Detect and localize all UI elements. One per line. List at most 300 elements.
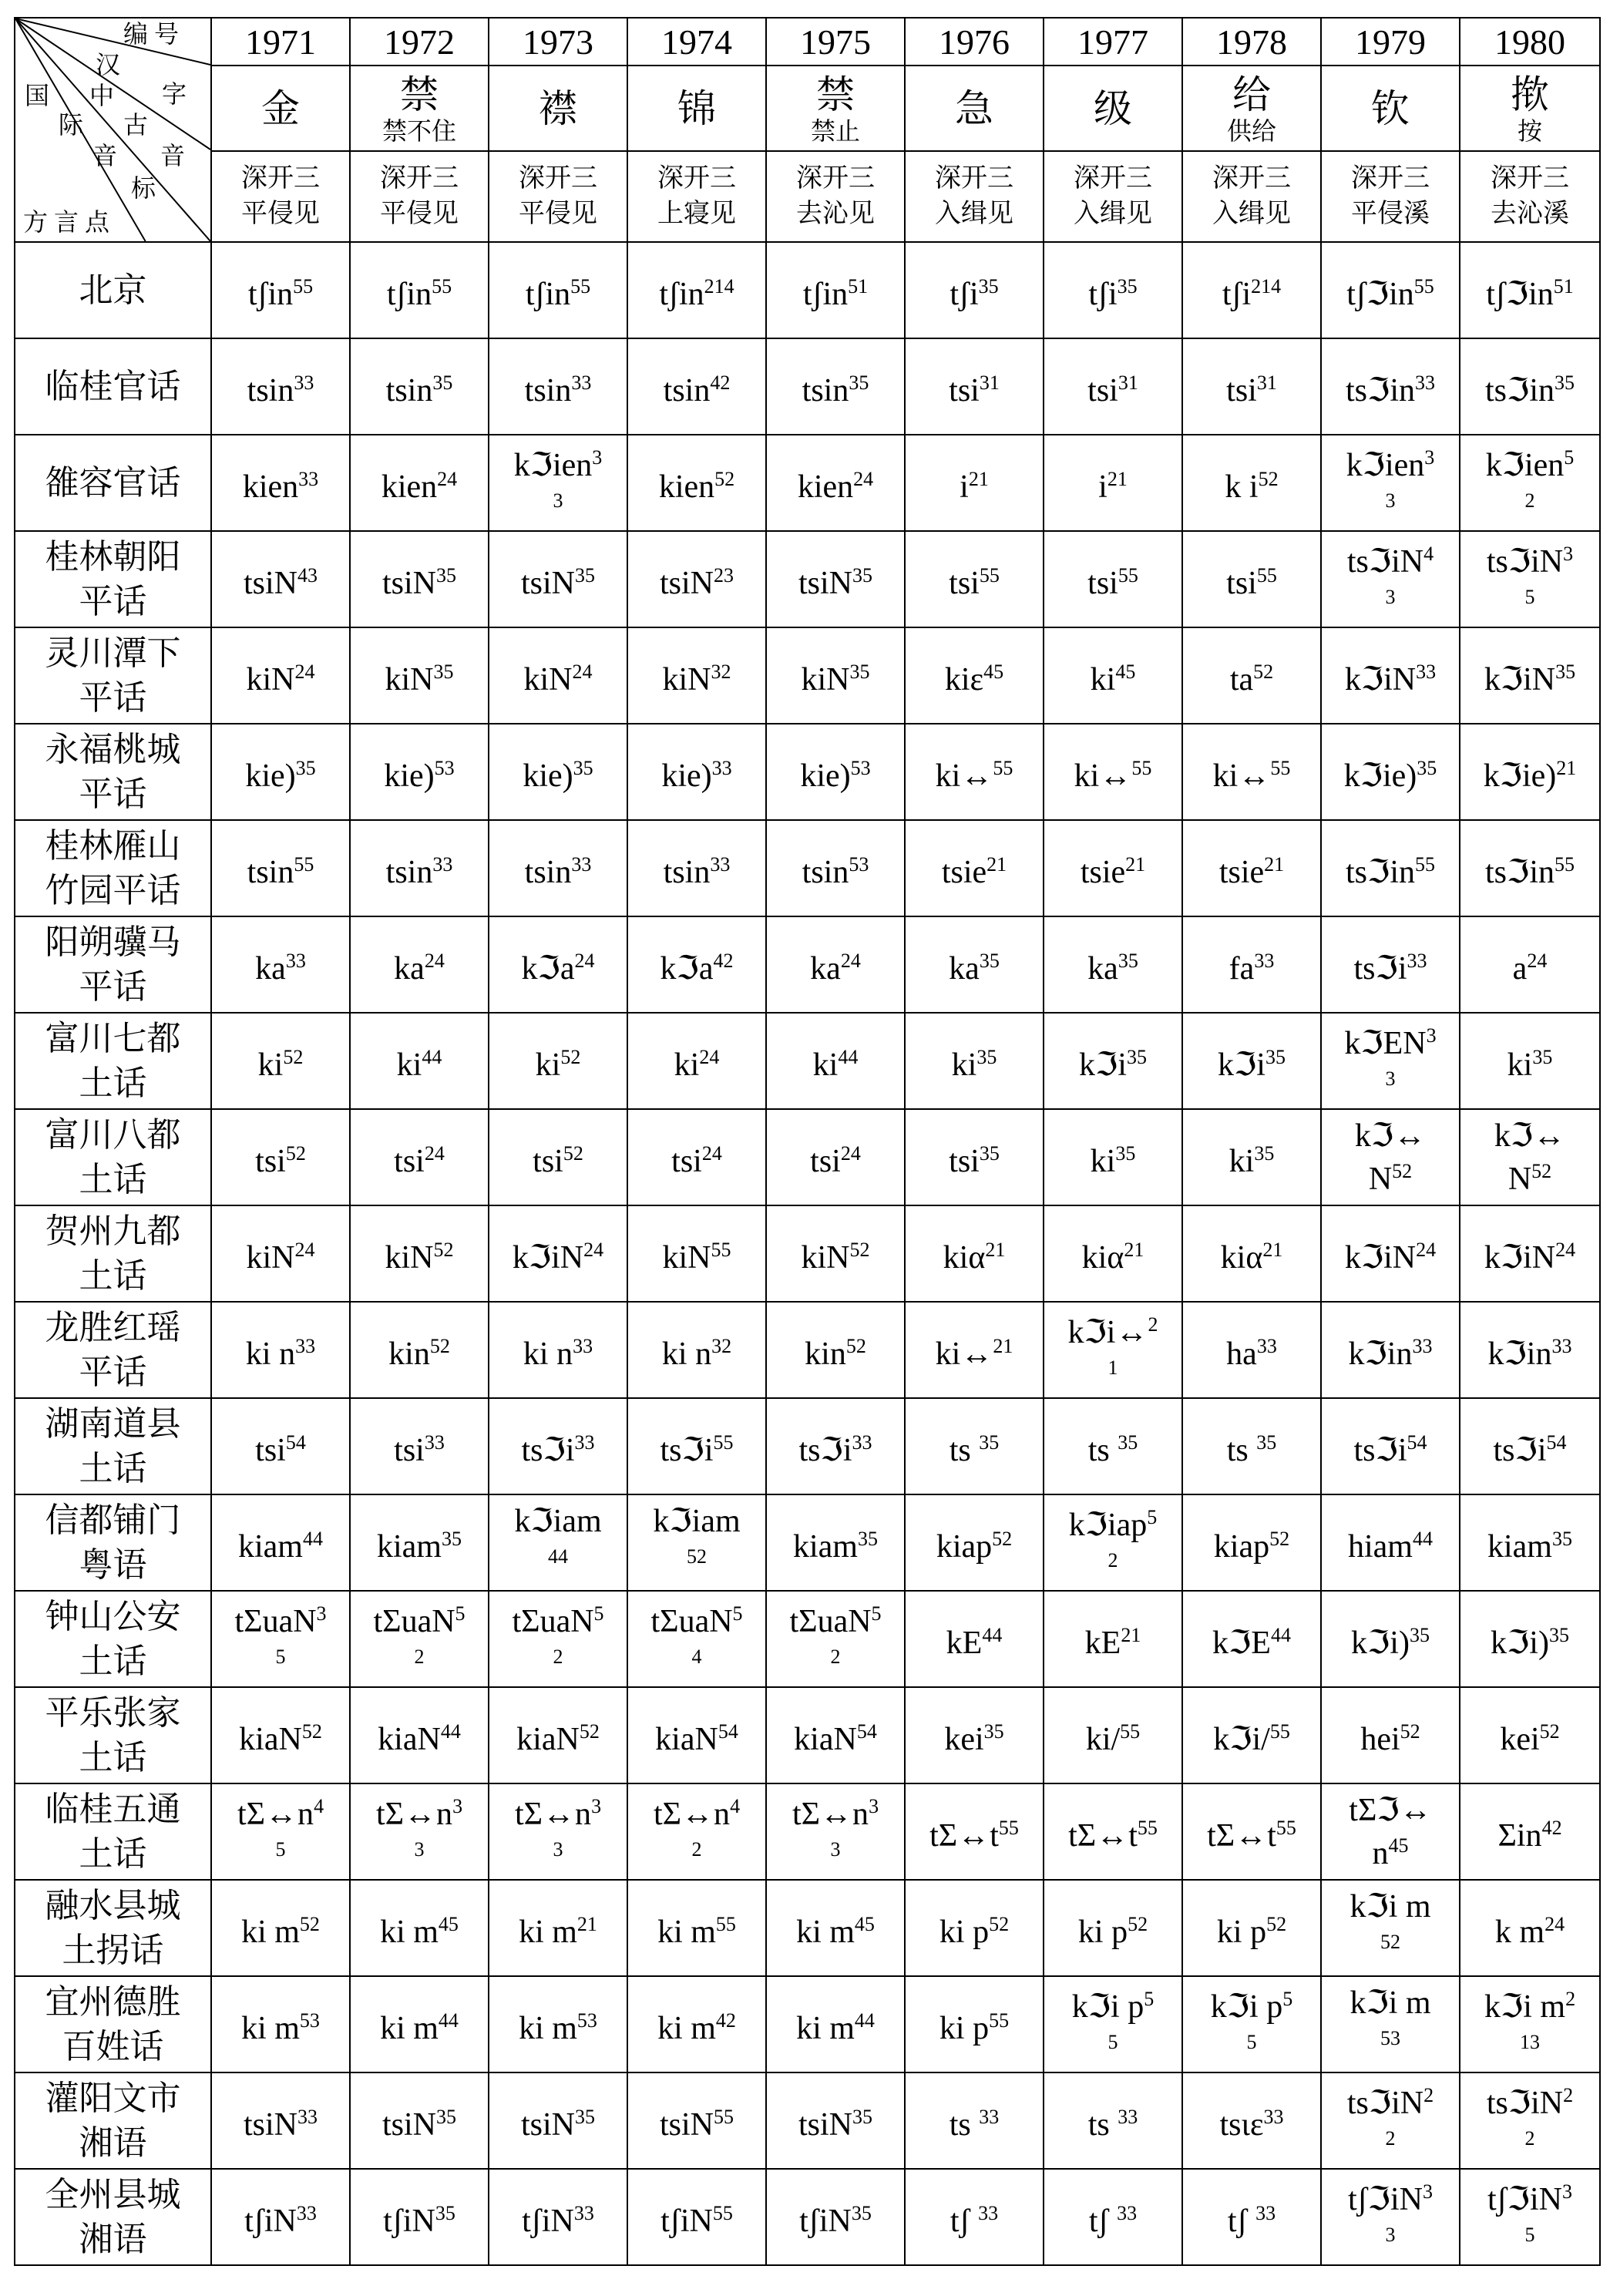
tone-value: 45 — [854, 1912, 875, 1935]
transcription-text: kℑ↔ N — [1494, 1118, 1566, 1197]
tone-value: 24 — [840, 949, 861, 972]
transcription-text: kiaN — [239, 1721, 302, 1757]
character-gloss: 供给 — [1226, 116, 1276, 145]
transcription-cell — [211, 724, 350, 820]
transcription-cell — [1321, 435, 1460, 531]
transcription-cell — [905, 1880, 1044, 1976]
transcription-text: tsi — [394, 1143, 425, 1179]
transcription-text: kiN — [662, 661, 711, 698]
dialect-location: 阳朔骥马 平话 — [15, 916, 211, 1013]
transcription-text: ki — [1507, 1047, 1533, 1083]
tone-value: 4 2 — [691, 1794, 741, 1861]
transcription-text: hiam — [1348, 1528, 1413, 1565]
transcription-cell — [627, 338, 766, 435]
transcription-text: tsi — [949, 372, 980, 408]
transcription-text: ki — [257, 1047, 284, 1083]
dialect-location: 信都铺门 粤语 — [15, 1494, 211, 1591]
tone-value: 42 — [713, 949, 734, 972]
transcription-text: kℑiN — [1344, 661, 1417, 698]
category-line-1: 深开三 — [1212, 164, 1291, 193]
transcription-cell — [211, 1976, 350, 2072]
column-number: 1977 — [1044, 18, 1182, 66]
transcription-text: tsi — [1087, 565, 1118, 601]
tone-value: 35 — [857, 1527, 878, 1550]
transcription-cell — [1321, 1591, 1460, 1687]
tone-value: 35 — [1256, 1430, 1277, 1454]
transcription-cell — [627, 2072, 766, 2169]
tone-value: 33 — [1254, 949, 1275, 972]
transcription-text: tʃℑiN — [1348, 2181, 1423, 2217]
transcription-text: tΣ↔t — [929, 1817, 999, 1854]
transcription-text: tsi — [949, 1143, 980, 1179]
tone-value: 21 — [987, 852, 1007, 876]
transcription-cell — [350, 435, 489, 531]
transcription-cell — [905, 916, 1044, 1013]
corner-label-number: 编 号 — [123, 20, 180, 48]
character-gloss: 按 — [1517, 116, 1542, 145]
transcription-text: tΣ↔n — [237, 1796, 314, 1832]
transcription-cell — [905, 242, 1044, 338]
tone-value: 33 — [1414, 371, 1435, 394]
tone-value: 52 — [1258, 467, 1279, 490]
tone-value: 52 — [1539, 1719, 1560, 1743]
category-line-1: 深开三 — [657, 164, 736, 193]
transcription-text: kie) — [384, 758, 435, 794]
tone-value: 35 — [979, 949, 1000, 972]
transcription-text: tsie — [941, 854, 987, 890]
category-line-2: 去沁见 — [796, 200, 875, 229]
tone-value: 24 — [1555, 1238, 1576, 1261]
transcription-text: kie) — [523, 758, 573, 794]
tone-value: 55 — [712, 2201, 733, 2224]
column-category — [766, 151, 905, 242]
transcription-text: tsiN — [659, 565, 714, 601]
transcription-text: ka — [394, 950, 425, 987]
tone-value: 35 — [1409, 1623, 1430, 1646]
transcription-text: tsi — [255, 1432, 286, 1468]
transcription-cell — [905, 1976, 1044, 2072]
character-glyph: 锦 — [677, 86, 716, 130]
tone-value: 55 — [714, 2105, 734, 2128]
transcription-text: tsℑiN — [1346, 2085, 1424, 2121]
transcription-text: tsi — [255, 1143, 286, 1179]
corner-label-ji: 际 — [59, 111, 84, 139]
transcription-text: tsi — [1226, 372, 1257, 408]
transcription-text: tsiN — [381, 565, 436, 601]
corner-label-dialect: 方 言 点 — [23, 208, 110, 236]
transcription-text: tsiN — [520, 2106, 575, 2143]
transcription-cell — [1182, 1013, 1321, 1109]
transcription-cell — [211, 531, 350, 627]
column-category — [1044, 151, 1182, 242]
transcription-text: ki m — [657, 2010, 716, 2046]
tone-value: 33 — [979, 2105, 1000, 2128]
column-category — [350, 151, 489, 242]
transcription-cell — [489, 627, 627, 724]
transcription-cell — [1044, 1398, 1182, 1494]
transcription-cell — [489, 1398, 627, 1494]
transcription-text: kiaN — [516, 1721, 580, 1757]
transcription-cell — [1321, 1013, 1460, 1109]
transcription-cell — [489, 338, 627, 435]
tone-value: 24 — [840, 1141, 861, 1165]
column-character — [627, 66, 766, 151]
transcription-text: ka — [949, 950, 980, 987]
column-character — [1182, 66, 1321, 151]
tone-value: 52 — [1392, 1159, 1413, 1182]
column-number: 1976 — [905, 18, 1044, 66]
transcription-text: ki — [674, 1047, 700, 1083]
transcription-cell — [1044, 2169, 1182, 2265]
transcription-cell — [350, 242, 489, 338]
tone-value: 3 5 — [1524, 2180, 1572, 2246]
transcription-text: tʃiN — [799, 2203, 852, 2239]
column-number: 1974 — [627, 18, 766, 66]
transcription-cell — [766, 2169, 905, 2265]
transcription-text: kiα — [1081, 1239, 1124, 1276]
transcription-cell — [905, 1687, 1044, 1783]
tone-value: 35 — [573, 756, 593, 779]
transcription-text: tsin — [524, 372, 572, 408]
transcription-cell — [1460, 820, 1600, 916]
transcription-text: ts — [1087, 2106, 1118, 2143]
corner-label-han: 汉 — [96, 51, 121, 79]
tone-value: 35 — [1532, 1045, 1553, 1068]
transcription-cell — [211, 2169, 350, 2265]
tone-value: 44 — [838, 1045, 859, 1068]
character-glyph: 禁 — [816, 72, 855, 116]
category-line-1: 深开三 — [1074, 164, 1152, 193]
tone-value: 35 — [436, 2105, 456, 2128]
transcription-text: ts — [949, 1432, 980, 1468]
column-character — [1321, 66, 1460, 151]
transcription-text: tʃin — [659, 276, 704, 312]
dialect-location: 临桂官话 — [15, 338, 211, 435]
transcription-cell — [1044, 338, 1182, 435]
transcription-cell — [905, 1591, 1044, 1687]
transcription-cell — [1460, 724, 1600, 820]
character-glyph: 金 — [261, 86, 300, 130]
transcription-text: tsi — [949, 565, 980, 601]
tone-value: 21 — [968, 467, 989, 490]
transcription-cell — [905, 820, 1044, 916]
transcription-cell — [1460, 916, 1600, 1013]
transcription-cell — [627, 531, 766, 627]
transcription-text: kℑien — [513, 447, 593, 483]
transcription-text: kiam — [1487, 1528, 1552, 1565]
tone-value: 52 — [1253, 660, 1274, 683]
transcription-cell — [627, 1687, 766, 1783]
transcription-text: kℑie) — [1343, 758, 1417, 794]
column-category — [489, 151, 627, 242]
transcription-cell — [766, 627, 905, 724]
dialect-location: 北京 — [15, 242, 211, 338]
tone-value: 33 — [852, 1430, 872, 1454]
tone-value: 33 — [710, 852, 731, 876]
table-row — [15, 820, 1600, 916]
tone-value: 33 — [297, 2105, 318, 2128]
transcription-text: tsℑin — [1485, 372, 1555, 408]
transcription-cell — [1460, 1398, 1600, 1494]
tone-value: 24 — [574, 949, 595, 972]
transcription-cell — [905, 1398, 1044, 1494]
transcription-cell — [489, 916, 627, 1013]
transcription-cell — [1182, 1783, 1321, 1880]
transcription-text: tsi — [1226, 565, 1257, 601]
tone-value: 33 — [1412, 1334, 1433, 1357]
transcription-cell — [1182, 2169, 1321, 2265]
character-gloss: 禁止 — [810, 116, 860, 145]
transcription-text: ki p — [1077, 1914, 1128, 1950]
transcription-text: tʃiN — [244, 2203, 297, 2239]
header-corner-cell — [15, 18, 211, 242]
transcription-text: kiap — [1213, 1528, 1270, 1565]
transcription-text: kin — [388, 1336, 430, 1372]
column-character — [350, 66, 489, 151]
column-number: 1980 — [1460, 18, 1600, 66]
tone-value: 52 — [429, 1334, 450, 1357]
column-number: 1973 — [489, 18, 627, 66]
transcription-cell — [489, 1302, 627, 1398]
transcription-text: tsℑin — [1485, 854, 1555, 890]
transcription-cell — [766, 1591, 905, 1687]
transcription-cell — [1321, 1783, 1460, 1880]
dialect-comparison-table — [14, 17, 1601, 2266]
transcription-text: kien — [381, 469, 438, 505]
transcription-text: kℑiam — [514, 1503, 602, 1539]
transcription-text: tʃin — [247, 276, 294, 312]
tone-value: 55 — [715, 1912, 736, 1935]
transcription-cell — [211, 1302, 350, 1398]
transcription-cell — [1044, 916, 1182, 1013]
transcription-text: kiN — [801, 1239, 850, 1276]
tone-value: 35 — [433, 660, 454, 683]
tone-value: 35 — [436, 563, 456, 587]
transcription-cell — [627, 627, 766, 724]
transcription-cell — [905, 1302, 1044, 1398]
table-row — [15, 1013, 1600, 1109]
dialect-location: 临桂五通 土话 — [15, 1783, 211, 1880]
transcription-text: Σin — [1497, 1817, 1542, 1854]
dialect-location: 灌阳文市 湘语 — [15, 2072, 211, 2169]
dialect-location: 宜州德胜 百姓话 — [15, 1976, 211, 2072]
dialect-location: 桂林朝阳 平话 — [15, 531, 211, 627]
transcription-cell — [905, 2072, 1044, 2169]
tone-value: 44 — [440, 1719, 461, 1743]
tone-value: 55 — [1269, 1719, 1290, 1743]
tone-value: 21 — [1107, 467, 1128, 490]
corner-label-gu: 古 — [123, 111, 149, 139]
transcription-cell — [1182, 1205, 1321, 1302]
transcription-cell — [211, 1591, 350, 1687]
transcription-cell — [1460, 2072, 1600, 2169]
character-glyph: 揿 — [1511, 72, 1549, 116]
transcription-cell — [1460, 1302, 1600, 1398]
transcription-text: tΣuaN — [512, 1603, 594, 1639]
transcription-cell — [1321, 627, 1460, 724]
tone-value: 52 — [714, 467, 735, 490]
tone-value: 52 — [1531, 1159, 1552, 1182]
transcription-cell — [1182, 1687, 1321, 1783]
transcription-text: tsin — [247, 372, 294, 408]
transcription-cell — [1044, 435, 1182, 531]
tone-value: 52 — [563, 1141, 583, 1165]
column-category — [905, 151, 1044, 242]
transcription-cell — [1044, 1783, 1182, 1880]
character-glyph: 禁 — [400, 72, 439, 116]
transcription-cell — [627, 1494, 766, 1591]
transcription-text: kℑE — [1212, 1625, 1271, 1661]
dialect-location: 钟山公安 土话 — [15, 1591, 211, 1687]
tone-value: 32 — [711, 1334, 732, 1357]
table-row — [15, 1783, 1600, 1880]
transcription-cell — [1044, 531, 1182, 627]
tone-value: 55 — [713, 1430, 734, 1454]
transcription-text: ki — [1090, 661, 1116, 698]
transcription-text: kℑiam — [653, 1503, 741, 1539]
character-glyph: 襟 — [539, 86, 577, 130]
transcription-text: tʃ — [1227, 2203, 1256, 2239]
table-row — [15, 2169, 1600, 2265]
transcription-cell — [211, 1109, 350, 1205]
transcription-text: tΣ↔n — [375, 1796, 453, 1832]
transcription-cell — [627, 916, 766, 1013]
transcription-text: kℑie) — [1483, 758, 1557, 794]
tone-value: 33 — [1416, 660, 1437, 683]
table-row — [15, 242, 1600, 338]
tone-value: 52 — [301, 1719, 322, 1743]
transcription-cell — [766, 1494, 905, 1591]
tone-value: 35 — [1118, 1430, 1138, 1454]
transcription-text: tʃiN — [383, 2203, 435, 2239]
transcription-cell — [1044, 724, 1182, 820]
transcription-text: tʃiN — [522, 2203, 574, 2239]
dialect-location: 全州县城 湘语 — [15, 2169, 211, 2265]
transcription-text: ki↔ — [1074, 758, 1132, 794]
transcription-text: kℑiN — [512, 1239, 584, 1276]
tone-value: 52 — [1266, 1912, 1287, 1935]
tone-value: 53 — [849, 852, 869, 876]
transcription-cell — [905, 724, 1044, 820]
transcription-text: ki↔ — [935, 1336, 993, 1372]
table-row — [15, 338, 1600, 435]
transcription-text: a — [1512, 950, 1528, 987]
transcription-cell — [489, 435, 627, 531]
transcription-cell — [1182, 1976, 1321, 2072]
transcription-text: fa — [1229, 950, 1255, 987]
category-line-1: 深开三 — [935, 164, 1013, 193]
tone-value: 55 — [1118, 563, 1138, 587]
transcription-text: kiN — [662, 1239, 711, 1276]
tone-value: 55 — [1120, 1719, 1141, 1743]
category-line-1: 深开三 — [519, 164, 597, 193]
tone-value: 3 5 — [1524, 542, 1574, 608]
transcription-text: ts — [949, 2106, 980, 2143]
transcription-text: kℑin — [1487, 1336, 1552, 1372]
transcription-text: tsℑi — [521, 1432, 575, 1468]
transcription-text: tʃ — [950, 2203, 979, 2239]
transcription-cell — [350, 1591, 489, 1687]
tone-value: 35 — [852, 2105, 872, 2128]
tone-value: 33 — [294, 371, 314, 394]
transcription-text: kie) — [245, 758, 296, 794]
transcription-cell — [1182, 1591, 1321, 1687]
transcription-cell — [905, 338, 1044, 435]
transcription-text: tʃ — [1088, 2203, 1118, 2239]
tone-value: 21 — [1262, 1238, 1283, 1261]
tone-value: 53 — [850, 756, 871, 779]
tone-value: 35 — [978, 274, 999, 298]
tone-value: 35 — [435, 2201, 455, 2224]
tone-value: 35 — [575, 2105, 595, 2128]
tone-value: 21 — [993, 1334, 1013, 1357]
tone-value: 35 — [432, 371, 453, 394]
transcription-text: kien — [658, 469, 715, 505]
table-row — [15, 2072, 1600, 2169]
transcription-cell — [627, 1302, 766, 1398]
tone-value: 5 2 — [1108, 1505, 1158, 1572]
tone-value: 33 — [432, 852, 453, 876]
transcription-text: kℑi↔ — [1067, 1314, 1148, 1350]
transcription-text: kiN — [246, 661, 295, 698]
transcription-cell — [627, 820, 766, 916]
character-gloss: 禁不住 — [381, 116, 456, 145]
transcription-cell — [489, 1013, 627, 1109]
transcription-cell — [1182, 242, 1321, 338]
tone-value: 21 — [985, 1238, 1006, 1261]
transcription-text: tsiN — [798, 565, 852, 601]
tone-value: 55 — [993, 756, 1013, 779]
tone-value: 2 13 — [1520, 1987, 1576, 2053]
transcription-cell — [211, 820, 350, 916]
transcription-cell — [211, 338, 350, 435]
transcription-text: kiam — [377, 1528, 442, 1565]
dialect-location: 桂林雁山 竹园平话 — [15, 820, 211, 916]
table-row — [15, 916, 1600, 1013]
transcription-text: kie) — [800, 758, 851, 794]
transcription-text: ki — [951, 1047, 977, 1083]
transcription-text: kℑi — [1079, 1047, 1127, 1083]
transcription-text: tʃin — [386, 276, 432, 312]
column-character — [211, 66, 350, 151]
transcription-text: ki m — [241, 2010, 300, 2046]
transcription-text: tΣ↔t — [1068, 1817, 1138, 1854]
transcription-cell — [766, 1976, 905, 2072]
transcription-cell — [1321, 531, 1460, 627]
tone-value: 2 1 — [1108, 1313, 1158, 1379]
tone-value: 31 — [1256, 371, 1277, 394]
transcription-cell — [1044, 1494, 1182, 1591]
transcription-cell — [905, 2169, 1044, 2265]
transcription-cell — [489, 820, 627, 916]
transcription-text: kE — [946, 1625, 983, 1661]
tone-value: 55 — [1137, 1816, 1158, 1839]
tone-value: 24 — [1527, 949, 1548, 972]
tone-value: 33 — [573, 1334, 593, 1357]
transcription-text: tsℑi — [1493, 1432, 1547, 1468]
transcription-cell — [1044, 2072, 1182, 2169]
tone-value: 52 — [283, 1045, 304, 1068]
transcription-text: kℑiN — [1484, 1239, 1556, 1276]
transcription-text: kie) — [661, 758, 712, 794]
transcription-text: ki↔ — [1212, 758, 1271, 794]
tone-value: 52 — [1400, 1719, 1420, 1743]
transcription-text: ka — [255, 950, 286, 987]
transcription-text: tsin — [663, 372, 711, 408]
tone-value: 21 — [576, 1912, 597, 1935]
transcription-cell — [350, 1205, 489, 1302]
transcription-text: ha — [1226, 1336, 1257, 1372]
